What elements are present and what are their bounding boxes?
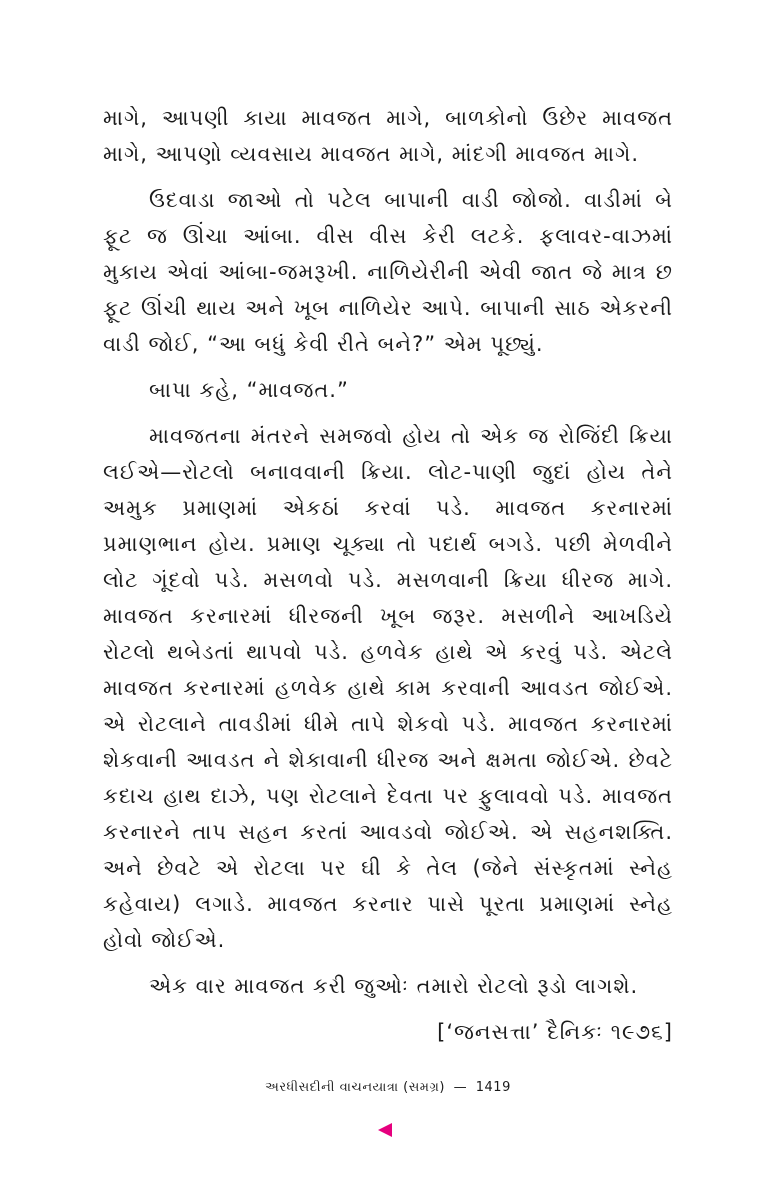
paragraph-bapa-reply: બાપા કહે, “માવજત.” (149, 378, 349, 402)
footer-separator: — (453, 1080, 468, 1095)
paragraph-rotlo-process: માવજતના મંતરને સમજવો હોય તો એક જ રોજિંદી ક્રિયા લઈએ—રોટલો બનાવવાની ક્રિયા. લોટ-પાણી જુદાં હોય તેને અમુક પ્રમાણમાં એકઠાં કરવાં પડે. માવજત કરનારમાં પ્રમાણભાન હોય. પ્રમાણ ચૂક્યા તો પદાર્થ બગડે. પછી મેળવીને લોટ ગૂંદવો પડે. મસળવો પડે. મસળવાની ક્રિયા ધીરજ માગે. માવજત કરનારમાં ધીરજની ખૂબ જરૂર. મસળીને આખડિયે રોટલો થબેડતાં થાપવો પડે. હળવેક હાથે એ કરવું પડે. એટલે માવજત કરનારમાં હળવેક હાથે કામ કરવાની આવડત જોઈએ. એ રોટલાને તાવડીમાં ધીમે તાપે શેકવો પડે. માવજત કરનારમાં શેકવાની આવડત ને શેકાવાની ધીરજ અને ક્ષમતા જોઈએ. છેવટે કદાચ હાથ દાઝે, પણ રોટલાને દેવતા પર ફુલાવવો પડે. માવજત કરનારને તાપ સહન કરતાં આવડવો જોઈએ. એ સહનશક્તિ. અને છેવટે એ રોટલા પર ઘી કે તેલ (જેને સંસ્કૃતમાં સ્નેહ કહેવાય) લગાડે. માવજત કરનાર પાસે પૂરતા પ્રમાણમાં સ્નેહ હોવો જોઈએ. (103, 424, 673, 952)
paragraph-continuation: માગે, આપણી કાયા માવજત માગે, બાળકોનો ઉછેર માવજત માગે, આપણો વ્યવસાય માવજત માગે, માંદગી માવજત માગે. (103, 106, 673, 166)
paragraph-udvada-wadi: ઉદવાડા જાઓ તો પટેલ બાપાની વાડી જોજો. વાડીમાં બે ફૂટ જ ઊંચા આંબા. વીસ વીસ કેરી લટકે. ફલાવર-વાઝમાં મુકાય એવાં આંબા-જમરૂખી. નાળિયેરીની એવી જાત જે માત્ર છ ફૂટ ઊંચી થાય અને ખૂબ નાળિયેર આપે. બાપાની સાઠ એકરની વાડી જોઈ, “આ બધું કેવી રીતે બને?” એમ પૂછ્યું. (103, 188, 673, 356)
page-footer (0, 1080, 776, 1095)
source-citation: [‘જનસત્તા’ દૈનિકઃ ૧૯૭૬] (437, 1020, 673, 1044)
paragraph-conclusion: એક વાર માવજત કરી જુઓઃ તમારો રોટલો રૂડો લાગશે. (149, 974, 639, 998)
book-title: અરધીસદીની વાચનયાત્રા (સમગ્ર) (265, 1080, 445, 1095)
page-number: 1419 (475, 1080, 511, 1095)
previous-page-arrow-icon[interactable] (378, 1123, 392, 1137)
article-body (103, 100, 673, 1050)
